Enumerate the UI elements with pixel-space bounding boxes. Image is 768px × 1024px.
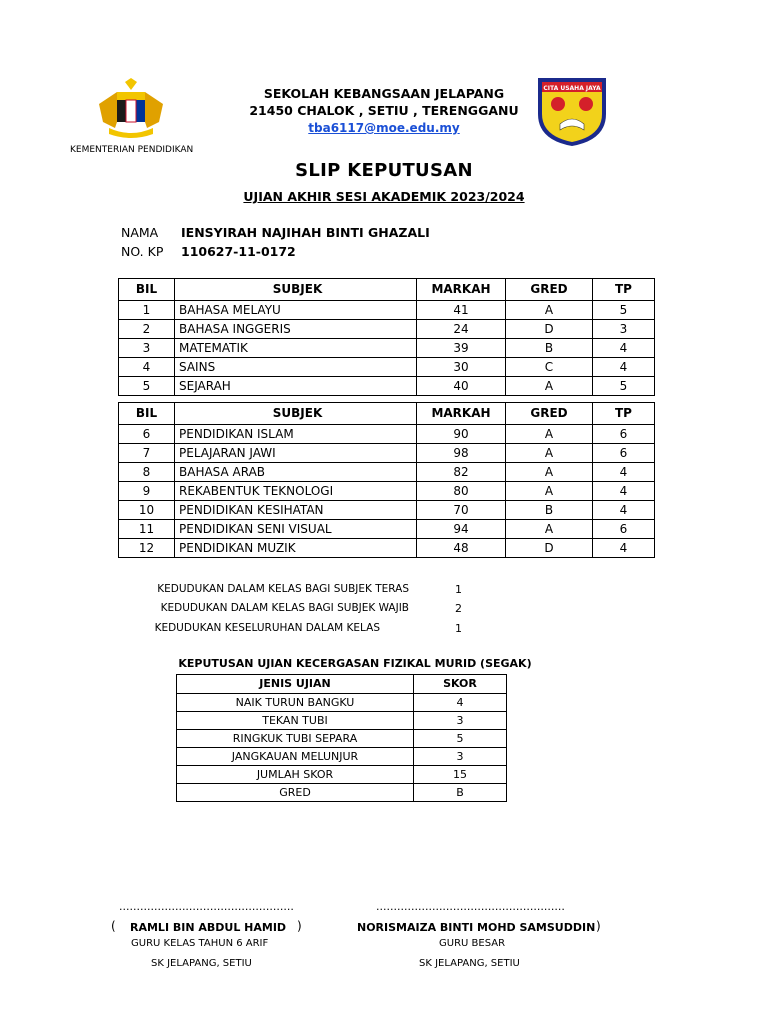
cell-gred: A bbox=[506, 301, 593, 320]
ranking-compulsory-label: KEDUDUKAN DALAM KELAS BAGI SUBJEK WAJIB bbox=[160, 602, 409, 614]
table-row bbox=[177, 766, 507, 784]
table-row bbox=[119, 501, 655, 520]
table-row bbox=[177, 784, 507, 802]
cell-tp: 4 bbox=[593, 501, 655, 520]
cell-markah: 70 bbox=[417, 501, 506, 520]
table-row bbox=[119, 425, 655, 444]
cell-jenis-ujian: JUMLAH SKOR bbox=[177, 766, 414, 784]
cell-jenis-ujian: TEKAN TUBI bbox=[177, 712, 414, 730]
table-row bbox=[177, 748, 507, 766]
cell-markah: 48 bbox=[417, 539, 506, 558]
table-row bbox=[177, 712, 507, 730]
ic-label: NO. KP bbox=[121, 244, 164, 259]
cell-tp: 4 bbox=[593, 539, 655, 558]
segak-title: KEPUTUSAN UJIAN KECERGASAN FIZIKAL MURID (SEGAK) bbox=[178, 657, 532, 670]
table-row bbox=[177, 694, 507, 712]
cell-skor: 3 bbox=[414, 748, 507, 766]
cell-bil: 8 bbox=[119, 463, 175, 482]
teacher-name: RAMLI BIN ABDUL HAMID bbox=[130, 921, 287, 934]
cell-markah: 39 bbox=[417, 339, 506, 358]
cell-jenis-ujian: RINGKUK TUBI SEPARA bbox=[177, 730, 414, 748]
svg-text:CITA USAHA JAYA: CITA USAHA JAYA bbox=[543, 85, 601, 92]
cell-bil: 4 bbox=[119, 358, 175, 377]
ranking-core-label: KEDUDUKAN DALAM KELAS BAGI SUBJEK TERAS bbox=[157, 583, 409, 595]
col-gred: GRED bbox=[506, 403, 593, 425]
cell-tp: 4 bbox=[593, 358, 655, 377]
table-header-row bbox=[119, 279, 655, 301]
cell-tp: 6 bbox=[593, 520, 655, 539]
table-row bbox=[119, 301, 655, 320]
slip-subtitle: UJIAN AKHIR SESI AKADEMIK 2023/2024 bbox=[243, 189, 525, 204]
col-subjek: SUBJEK bbox=[175, 403, 417, 425]
cell-skor: 3 bbox=[414, 712, 507, 730]
cell-subjek: BAHASA INGGERIS bbox=[175, 320, 417, 339]
cell-gred: C bbox=[506, 358, 593, 377]
cell-tp: 4 bbox=[593, 482, 655, 501]
cell-skor: B bbox=[414, 784, 507, 802]
student-name: IENSYIRAH NAJIHAH BINTI GHAZALI bbox=[181, 225, 430, 240]
col-markah: MARKAH bbox=[417, 403, 506, 425]
cell-subjek: BAHASA ARAB bbox=[175, 463, 417, 482]
cell-bil: 5 bbox=[119, 377, 175, 396]
school-email-link[interactable]: tba6117@moe.edu.my bbox=[308, 121, 460, 135]
table-row bbox=[119, 539, 655, 558]
cell-jenis-ujian: GRED bbox=[177, 784, 414, 802]
cell-bil: 11 bbox=[119, 520, 175, 539]
cell-markah: 40 bbox=[417, 377, 506, 396]
headmaster-school: SK JELAPANG, SETIU bbox=[419, 958, 520, 969]
table-header-row bbox=[177, 675, 507, 694]
cell-subjek: PENDIDIKAN MUZIK bbox=[175, 539, 417, 558]
cell-bil: 10 bbox=[119, 501, 175, 520]
cell-subjek: PELAJARAN JAWI bbox=[175, 444, 417, 463]
table-row bbox=[177, 730, 507, 748]
cell-gred: A bbox=[506, 377, 593, 396]
cell-subjek: MATEMATIK bbox=[175, 339, 417, 358]
cell-tp: 4 bbox=[593, 339, 655, 358]
core-subjects-table bbox=[118, 278, 655, 396]
ranking-overall-value: 1 bbox=[455, 622, 462, 635]
cell-tp: 6 bbox=[593, 425, 655, 444]
cell-gred: A bbox=[506, 463, 593, 482]
col-jenis-ujian: JENIS UJIAN bbox=[177, 675, 414, 694]
cell-gred: B bbox=[506, 339, 593, 358]
signature-line-headmaster: ...................................................... bbox=[376, 900, 565, 913]
cell-bil: 7 bbox=[119, 444, 175, 463]
cell-skor: 4 bbox=[414, 694, 507, 712]
cell-gred: A bbox=[506, 425, 593, 444]
cell-markah: 80 bbox=[417, 482, 506, 501]
table-row bbox=[119, 520, 655, 539]
cell-markah: 98 bbox=[417, 444, 506, 463]
cell-gred: D bbox=[506, 539, 593, 558]
cell-gred: B bbox=[506, 501, 593, 520]
cell-subjek: REKABENTUK TEKNOLOGI bbox=[175, 482, 417, 501]
cell-subjek: SAINS bbox=[175, 358, 417, 377]
cell-jenis-ujian: JANGKAUAN MELUNJUR bbox=[177, 748, 414, 766]
cell-bil: 6 bbox=[119, 425, 175, 444]
cell-markah: 24 bbox=[417, 320, 506, 339]
col-tp: TP bbox=[593, 279, 655, 301]
cell-gred: A bbox=[506, 520, 593, 539]
student-ic: 110627-11-0172 bbox=[181, 244, 296, 259]
cell-jenis-ujian: NAIK TURUN BANGKU bbox=[177, 694, 414, 712]
cell-bil: 3 bbox=[119, 339, 175, 358]
cell-markah: 30 bbox=[417, 358, 506, 377]
ranking-overall-label: KEDUDUKAN KESELURUHAN DALAM KELAS bbox=[154, 622, 380, 634]
teacher-role: GURU KELAS TAHUN 6 ARIF bbox=[131, 938, 269, 949]
cell-tp: 6 bbox=[593, 444, 655, 463]
col-gred: GRED bbox=[506, 279, 593, 301]
cell-bil: 1 bbox=[119, 301, 175, 320]
col-skor: SKOR bbox=[414, 675, 507, 694]
name-label: NAMA bbox=[121, 225, 159, 240]
cell-bil: 12 bbox=[119, 539, 175, 558]
cell-markah: 94 bbox=[417, 520, 506, 539]
paren-close: ) bbox=[297, 919, 302, 933]
cell-skor: 5 bbox=[414, 730, 507, 748]
cell-tp: 3 bbox=[593, 320, 655, 339]
table-row bbox=[119, 320, 655, 339]
cell-subjek: PENDIDIKAN ISLAM bbox=[175, 425, 417, 444]
slip-title: SLIP KEPUTUSAN bbox=[295, 160, 473, 181]
cell-gred: A bbox=[506, 482, 593, 501]
table-row bbox=[119, 463, 655, 482]
ranking-core-value: 1 bbox=[455, 583, 462, 596]
table-header-row bbox=[119, 403, 655, 425]
cell-markah: 41 bbox=[417, 301, 506, 320]
signature-line-teacher: .................................................. bbox=[119, 900, 294, 913]
headmaster-role: GURU BESAR bbox=[439, 938, 506, 949]
cell-subjek: BAHASA MELAYU bbox=[175, 301, 417, 320]
cell-gred: A bbox=[506, 444, 593, 463]
cell-subjek: PENDIDIKAN SENI VISUAL bbox=[175, 520, 417, 539]
paren-open: ( bbox=[111, 919, 116, 933]
paren-close-right: ) bbox=[596, 919, 601, 933]
cell-gred: D bbox=[506, 320, 593, 339]
table-row bbox=[119, 444, 655, 463]
col-markah: MARKAH bbox=[417, 279, 506, 301]
col-subjek: SUBJEK bbox=[175, 279, 417, 301]
table-row bbox=[119, 339, 655, 358]
cell-tp: 4 bbox=[593, 463, 655, 482]
cell-markah: 82 bbox=[417, 463, 506, 482]
col-tp: TP bbox=[593, 403, 655, 425]
cell-subjek: PENDIDIKAN KESIHATAN bbox=[175, 501, 417, 520]
cell-bil: 9 bbox=[119, 482, 175, 501]
cell-tp: 5 bbox=[593, 377, 655, 396]
table-row bbox=[119, 358, 655, 377]
teacher-school: SK JELAPANG, SETIU bbox=[151, 958, 252, 969]
cell-subjek: SEJARAH bbox=[175, 377, 417, 396]
cell-bil: 2 bbox=[119, 320, 175, 339]
cell-tp: 5 bbox=[593, 301, 655, 320]
col-bil: BIL bbox=[119, 403, 175, 425]
col-bil: BIL bbox=[119, 279, 175, 301]
school-name: SEKOLAH KEBANGSAAN JELAPANG bbox=[263, 86, 505, 101]
other-subjects-table bbox=[118, 402, 655, 558]
table-row bbox=[119, 482, 655, 501]
headmaster-name: NORISMAIZA BINTI MOHD SAMSUDDIN bbox=[357, 921, 596, 934]
cell-markah: 90 bbox=[417, 425, 506, 444]
segak-table bbox=[176, 674, 507, 802]
table-row bbox=[119, 377, 655, 396]
cell-skor: 15 bbox=[414, 766, 507, 784]
ministry-label: KEMENTERIAN PENDIDIKAN bbox=[70, 145, 194, 155]
ranking-compulsory-value: 2 bbox=[455, 602, 462, 615]
school-address: 21450 CHALOK , SETIU , TERENGGANU bbox=[249, 103, 519, 118]
